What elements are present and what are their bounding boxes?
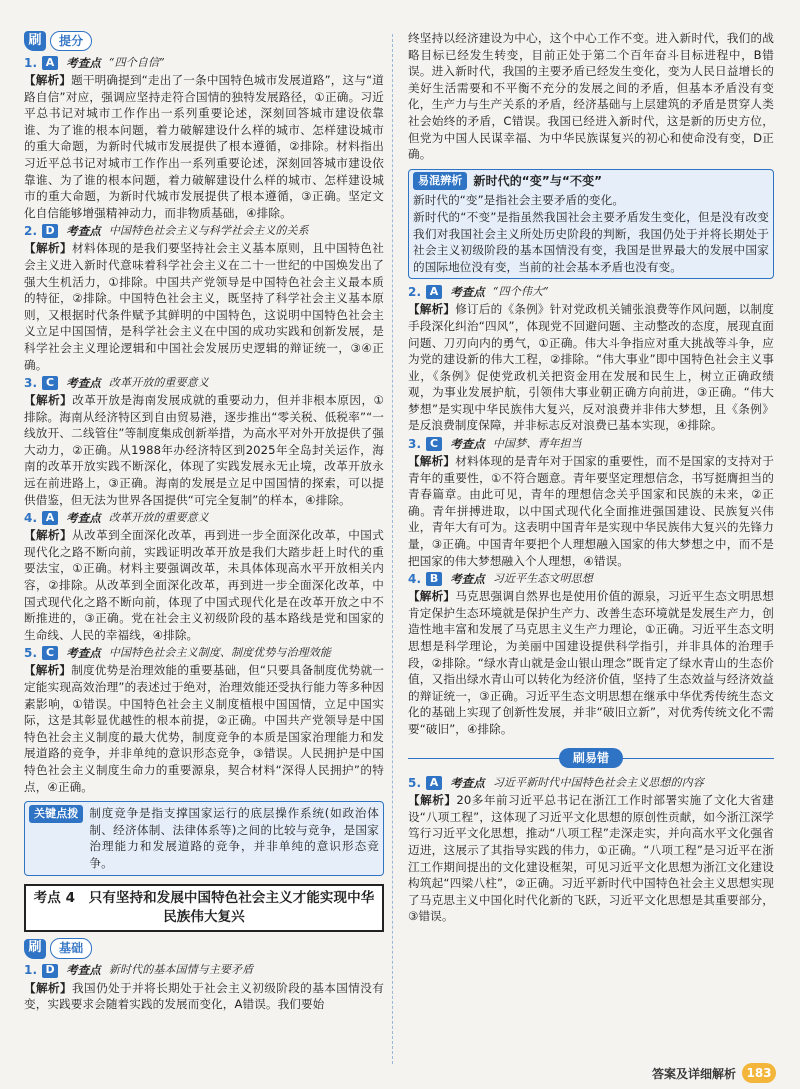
page-number: 183 — [742, 1063, 776, 1083]
analysis-label: 【解析】 — [24, 393, 73, 408]
kaochadian-label: 考查点 — [66, 510, 101, 525]
topic-text: 习近平生态文明思想 — [492, 571, 593, 585]
answer-letter: C — [42, 376, 58, 390]
question-line — [24, 644, 384, 662]
analysis-label: 【解析】 — [24, 980, 73, 995]
answer-item-5 — [24, 644, 384, 795]
key-point-callout — [24, 801, 384, 875]
answer-item-basic-4 — [408, 570, 774, 737]
answer-letter: D — [42, 224, 58, 238]
callout-tag: 关键点拨 — [29, 805, 83, 823]
topic-text: 中国特色社会主义制度、制度优势与治理效能 — [108, 646, 331, 660]
analysis-text — [24, 527, 384, 643]
question-number: 1. — [24, 963, 38, 978]
answer-item-2 — [24, 222, 384, 373]
analysis-body: 从改革到全面深化改革，再到进一步全面深化改革，中国式现代化之路不断向前，实践证明改革开放是我们大踏步赶上时代的重要法宝，①正确。材料主要强调改革，未具体体现高水平开放相关内容，②排除。从改革到全面深化改革，再到进一步全面深化改革，中国式现代化之路不断向前，体现了中国式现代化是在改革开放之中不断推进的，③正确。党在社会主义初级阶段的基本路线是党和国家的生命线、人民的幸福线，④排除。 — [24, 528, 384, 642]
kaochadian-label: 考查点 — [450, 571, 485, 586]
analysis-text — [24, 392, 384, 508]
answer-item-basic-1 — [24, 962, 384, 1013]
topic-text: 改革开放的重要意义 — [108, 510, 209, 524]
confusion-tag: 易混辨析 — [413, 172, 467, 191]
shua-icon: 刷 — [24, 31, 46, 51]
analysis-text — [408, 301, 774, 434]
analysis-text — [24, 662, 384, 795]
question-line — [408, 774, 774, 792]
topic-text: 中国梦、青年担当 — [492, 436, 582, 450]
answer-item-1 — [24, 54, 384, 221]
kaochadian-label: 考查点 — [66, 224, 101, 239]
topic-text: 改革开放的重要意义 — [108, 375, 209, 389]
question-line — [408, 283, 774, 301]
confusion-title: 新时代的“变”与“不变” — [473, 173, 603, 188]
analysis-label: 【解析】 — [408, 589, 456, 604]
kaochadian-label: 考查点 — [66, 963, 101, 978]
topic-text: “四个自信” — [108, 55, 165, 69]
callout-text: 制度竞争是指支撑国家运行的底层操作系统(如政治体制、经济体制、法律体系等)之间的比较与竞争，是国家治理能力和发展道路的竞争，并非单纯的意识形态竞争。 — [89, 806, 379, 870]
exam-point-title: 考点 4 只有坚持和发展中国特色社会主义才能实现中华民族伟大复兴 — [24, 884, 384, 932]
question-number: 3. — [408, 436, 422, 451]
confusion-body — [409, 192, 773, 278]
topic-text: “四个伟大” — [492, 285, 549, 299]
kaochadian-label: 考查点 — [450, 775, 485, 790]
analysis-body: 改革开放是海南发展成就的重要动力，但并非根本原因，①排除。海南从经济特区到自由贸易港，逐步推出“零关税、低税率”“一线放开、二线管住”等制度集成创新举措，为高水平对外开放提供了强大动力，②正确。从1988年办经济特区到2025年全岛封关运作，海南的改革开放实践不断深化，体现了实践发展永无止境，改革开放永远在前进路上，③正确。海南的发展是立足中国国情的探索，可以提供借鉴，但无法为世界各国提供“可完全复制”的样本，④排除。 — [24, 393, 385, 507]
analysis-label: 【解析】 — [24, 528, 73, 543]
analysis-text — [408, 588, 774, 737]
analysis-text — [24, 980, 384, 1013]
footer-title: 答案及详细解析 — [651, 1066, 736, 1081]
answer-item-error-5 — [408, 774, 774, 925]
analysis-text — [24, 240, 384, 373]
answer-letter: A — [42, 511, 58, 525]
answer-letter: A — [42, 56, 58, 70]
shua-icon: 刷 — [24, 939, 46, 959]
section-header-tifen — [24, 30, 384, 52]
analysis-text — [408, 453, 774, 569]
analysis-body: 我国仍处于并将长期处于社会主义初级阶段的基本国情没有变，实践要求会随着实践的发展而变化，A错误。我们要始 — [24, 980, 384, 1012]
analysis-label: 【解析】 — [24, 241, 73, 256]
kaochadian-label: 考查点 — [66, 55, 101, 70]
kaochadian-label: 考查点 — [66, 375, 101, 390]
confusion-header — [409, 170, 773, 193]
answer-letter: C — [426, 437, 442, 451]
section-label: 提分 — [50, 31, 92, 52]
topic-text: 中国特色社会主义与科学社会主义的关系 — [108, 224, 309, 238]
analysis-body: 制度优势是治理效能的重要基础，但“只要具备制度优势就一定能实现高效治理”的表述过于绝对，治理效能还受执行能力等多种因素影响，①错误。中国特色社会主义制度植根中国国情，立足中国实际，这是其彰显优越性的根本前提，②正确。中国共产党领导是中国特色社会主义制度的最大优势，制度竞争的本质是国家治理能力和发展道路的竞争，并非单纯的意识形态竞争，③错误。人民拥护是中国特色社会主义制度生命力的重要源泉，契合材料“深得人民拥护”的特点，④正确。 — [24, 663, 384, 794]
question-line — [408, 435, 774, 453]
question-number: 1. — [24, 55, 38, 70]
question-number: 4. — [24, 510, 38, 525]
answer-letter: A — [426, 776, 442, 790]
analysis-label: 【解析】 — [408, 454, 456, 469]
analysis-text — [24, 72, 384, 221]
page-footer — [652, 1063, 776, 1083]
column-divider — [392, 34, 393, 1064]
section-label: 基础 — [50, 938, 92, 959]
analysis-label: 【解析】 — [24, 663, 72, 678]
analysis-body: 材料体现的是青年对于国家的重要性，而不是国家的支持对于青年的重要性，①不符合题意。青年要坚定理想信念，书写挺膺担当的青春篇章。由此可见，青年的理想信念关乎国家和民族的未来，②正确。青年拼搏进取，以中国式现代化全面推进强国建设、民族复兴伟业，青年大有可为。这表明中国青年是实现中华民族伟大复兴的先锋力量，③正确。中国青年要把个人理想融入国家的伟大梦想之中，而不是把国家的伟大梦想融入个人理想，④错误。 — [408, 454, 775, 568]
analysis-body: 20多年前习近平总书记在浙江工作时部署实施了文化大省建设“八项工程”，这体现了习近平文化思想的原创性贡献，如今浙江深学笃行习近平文化思想，推动“八项工程”走深走实，并向高水平文化强省迈进，这展示了其指导实践的伟力，①正确。“八项工程”是习近平在浙江工作期间提出的文化建设框架，可见习近平文化思想为浙江文化建设构筑起“四梁八柱”，②正确。习近平新时代中国特色社会主义思想实现了马克思主义中国化时代化新的飞跃，习近平文化思想是其重要部分，③错误。 — [408, 793, 774, 924]
answer-letter: C — [42, 646, 58, 660]
analysis-label: 【解析】 — [408, 302, 456, 317]
question-number: 2. — [408, 285, 422, 300]
question-line — [24, 962, 384, 980]
answer-item-3 — [24, 374, 384, 508]
error-prone-header — [408, 748, 774, 769]
answer-item-basic-3 — [408, 435, 774, 569]
left-column — [24, 30, 384, 1014]
analysis-body: 马克思强调自然界也是使用价值的源泉，习近平生态文明思想肯定保护生态环境就是保护生产力、改善生态环境就是发展生产力，创造性地丰富和发展了马克思主义生产力理论，①正确。习近平生态文明思想是科学理论，为美丽中国建设提供科学指引，并非具体的治理手段，②排除。“绿水青山就是金山银山理念”既肯定了绿水青山的生态价值，又指出绿水青山可以转化为经济价值，坚持了生态效益与经济效益的辩证统一，③正确。习近平生态文明思想在继承中华优秀传统生态文化的基础上实现了创新性发展，并非“破旧立新”，对优秀传统文化不需要“破旧”，④排除。 — [408, 589, 775, 736]
question-number: 5. — [408, 775, 422, 790]
question-number: 3. — [24, 375, 38, 390]
answer-letter: A — [426, 285, 442, 299]
question-line — [24, 222, 384, 240]
question-line — [24, 509, 384, 527]
right-column — [408, 30, 774, 926]
analysis-body: 材料体现的是我们要坚持社会主义基本原则，且中国特色社会主义进入新时代意味着科学社会主义在二十一世纪的中国焕发出了强大生机活力，①排除。中国共产党领导是中国特色社会主义最本质的特征，②排除。中国特色社会主义，既坚持了科学社会主义基本原则，又根据时代条件赋予其鲜明的中国特色，这说明中国特色社会主义立足中国国情，是科学社会主义在中国的成功实践和创新发展，是科学社会主义理论逻辑和中国社会发展历史逻辑的辩证统一，③④正确。 — [24, 241, 384, 372]
kaochadian-label: 考查点 — [450, 436, 485, 451]
answer-letter: B — [426, 572, 442, 586]
analysis-label: 【解析】 — [24, 73, 72, 87]
question-line — [24, 54, 384, 72]
kaochadian-label: 考查点 — [450, 285, 485, 300]
answer-letter: D — [42, 964, 58, 978]
section-header-jichu — [24, 938, 384, 960]
question-number: 2. — [24, 224, 38, 239]
answer-item-basic-2 — [408, 283, 774, 434]
error-prone-label: 刷易错 — [559, 748, 623, 769]
confusion-paragraph-1: 新时代的“变”是指社会主要矛盾的变化。 — [413, 193, 625, 208]
answer-item-4 — [24, 509, 384, 643]
analysis-text — [408, 792, 774, 925]
kaochadian-label: 考查点 — [66, 646, 101, 661]
analysis-body: 修订后的《条例》针对党政机关铺张浪费等作风问题，以制度手段深化纠治“四风”，体现党不回避问题、主动整改的态度，展现直面问题、刀刃向内的勇气，①正确。伟大斗争指应对重大挑战等斗争，应为党的建设新的伟大工程，②排除。“伟大事业”即中国特色社会主义事业，《条例》促使党政机关把资金用在发展和民生上，树立正确政绩观，为事业发展护航，引领伟大事业朝正确方向前进，③正确。“伟大梦想”是实现中华民族伟大复兴，反对浪费并非伟大梦想，且《条例》是反浪费制度保障，并非标志反对浪费已基本实现，④排除。 — [408, 302, 775, 433]
topic-text: 新时代的基本国情与主要矛盾 — [108, 963, 254, 977]
topic-text: 习近平新时代中国特色社会主义思想的内容 — [492, 775, 704, 789]
question-number: 5. — [24, 646, 38, 661]
question-line — [408, 570, 774, 588]
analysis-body: 题干明确提到“走出了一条中国特色城市发展道路”，这与“道路自信”对应，强调应坚持走符合国情的独特发展路径，①正确。习近平总书记对城市工作作出一系列重要论述，深刻回答城市建设依靠谁、为了谁的根本问题，着力破解建设什么样的城市、怎样建设城市的重大命题，为新时代城市发展提供了根本遵循，②排除。材料指出习近平总书记对城市工作作出一系列重要论述，深刻回答城市建设依靠谁、为了谁的根本问题，着力破解建设什么样的城市、怎样建设城市的重大命题，为新时代城市发展提供了根本遵循，③正确。坚定文化自信能够增强精神动力，而非物质基础，④排除。 — [24, 73, 384, 220]
confusion-paragraph-2: 新时代的“不变”是指虽然我国社会主要矛盾发生变化，但是没有改变我们对我国社会主义所处历史阶段的判断，我国仍处于并将长期处于社会主义初级阶段的基本国情没有变，我国是世界最大的发展中国家的国际地位没有变，当前的社会基本矛盾也没有变。 — [413, 209, 769, 274]
question-line — [24, 374, 384, 392]
question-number: 4. — [408, 571, 422, 586]
analysis-label: 【解析】 — [408, 793, 457, 808]
confusion-analysis-box — [408, 169, 774, 280]
continued-text: 终坚持以经济建设为中心，这个中心工作不变。进入新时代，我们的战略目标已经发生转变，目前正处于第二个百年奋斗目标进程中，B错误。进入新时代，我国的主要矛盾已经发生变化，变为人民日益增长的美好生活需要和不平衡不充分的发展之间的矛盾，但基本矛盾没有变化，生产力与生产关系的矛盾，经济基础与上层建筑的矛盾是贯穿人类社会始终的矛盾，C错误。我国已经进入新时代，这是新的历史方位，但党为中国人民谋幸福、为中华民族谋复兴的初心和使命没有变，D正确。 — [408, 31, 774, 162]
